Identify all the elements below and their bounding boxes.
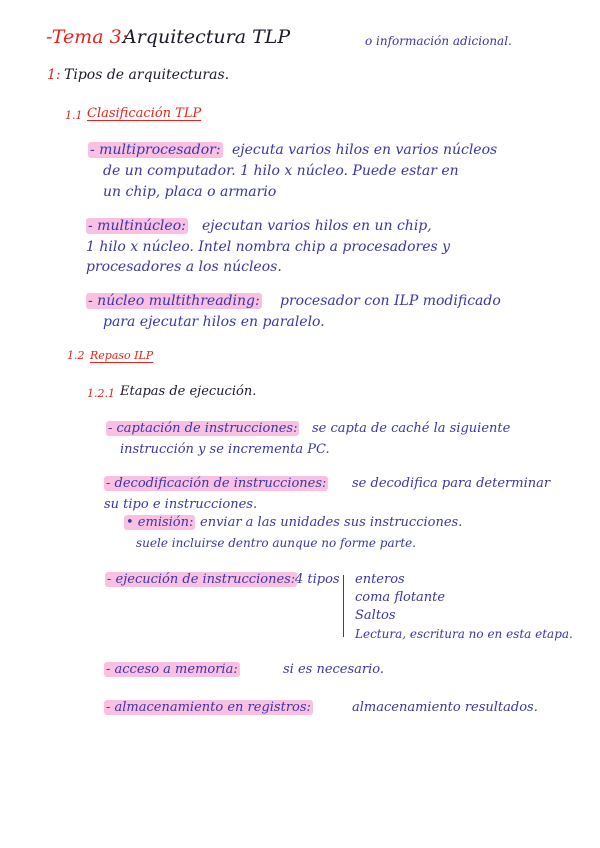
subsection-1-2-1-number: 1.2.1 bbox=[87, 387, 115, 400]
term-almacenamiento: - almacenamiento en registros: bbox=[106, 700, 311, 715]
tipo-saltos: Saltos bbox=[355, 608, 396, 623]
term-multiprocesador: - multiprocesador: bbox=[90, 142, 221, 158]
tipo-lectura-escritura: Lectura, escritura no en esta etapa. bbox=[355, 627, 573, 641]
def-emision-line1: enviar a las unidades sus instrucciones. bbox=[200, 515, 463, 530]
subsection-1-2-title: Repaso ILP bbox=[90, 349, 154, 362]
subsection-1-1-number: 1.1 bbox=[65, 109, 83, 122]
term-decodificacion: - decodificación de instrucciones: bbox=[106, 476, 327, 491]
term-ejecucion: - ejecución de instrucciones: bbox=[107, 572, 296, 587]
ejecucion-tipos-count: 4 tipos bbox=[295, 572, 340, 587]
def-multithreading-line2: para ejecutar hilos en paralelo. bbox=[103, 314, 325, 330]
def-almacenamiento: almacenamiento resultados. bbox=[352, 700, 538, 715]
term-emision: • emisión: bbox=[126, 515, 194, 530]
def-captacion-line1: se capta de caché la siguiente bbox=[312, 421, 511, 436]
def-multiprocesador-line2: de un computador. 1 hilo x núcleo. Puede estar en bbox=[103, 163, 459, 179]
page-title: Arquitectura TLP bbox=[123, 26, 291, 48]
tipo-coma-flotante: coma flotante bbox=[355, 590, 446, 605]
def-decodificacion-line2: su tipo e instrucciones. bbox=[104, 497, 258, 512]
def-multiprocesador-line3: un chip, placa o armario bbox=[103, 184, 277, 200]
term-nucleo-multithreading: - núcleo multithreading: bbox=[88, 293, 260, 309]
section-1-number: 1: bbox=[47, 67, 61, 83]
def-multinucleo-line1: ejecutan varios hilos en un chip, bbox=[202, 218, 432, 234]
term-acceso-memoria: - acceso a memoria: bbox=[106, 662, 238, 677]
extra-info-note: o información adicional. bbox=[365, 34, 512, 48]
def-multinucleo-line3: procesadores a los núcleos. bbox=[86, 259, 282, 275]
subsection-1-2-1-title: Etapas de ejecución. bbox=[120, 384, 257, 399]
tipo-enteros: enteros bbox=[355, 572, 405, 587]
def-multithreading-line1: procesador con ILP modificado bbox=[280, 293, 501, 309]
def-multiprocesador-line1: ejecuta varios hilos en varios núcleos bbox=[232, 142, 498, 158]
def-multinucleo-line2: 1 hilo x núcleo. Intel nombra chip a procesadores y bbox=[86, 239, 451, 255]
def-decodificacion-line1: se decodifica para determinar bbox=[352, 476, 551, 491]
def-emision-line2: suele incluirse dentro aunque no forme parte. bbox=[136, 536, 417, 550]
subsection-1-2-number: 1.2 bbox=[67, 349, 85, 362]
tema-label: -Tema 3: bbox=[46, 26, 129, 48]
tipos-bracket bbox=[343, 575, 344, 637]
term-captacion: - captación de instrucciones: bbox=[108, 421, 298, 436]
subsection-1-1-title: Clasificación TLP bbox=[87, 106, 202, 121]
def-acceso-memoria: si es necesario. bbox=[283, 662, 385, 677]
term-multinucleo: - multinúcleo: bbox=[88, 218, 186, 234]
section-1-title: Tipos de arquitecturas. bbox=[64, 67, 230, 83]
def-captacion-line2: instrucción y se incrementa PC. bbox=[120, 442, 330, 457]
